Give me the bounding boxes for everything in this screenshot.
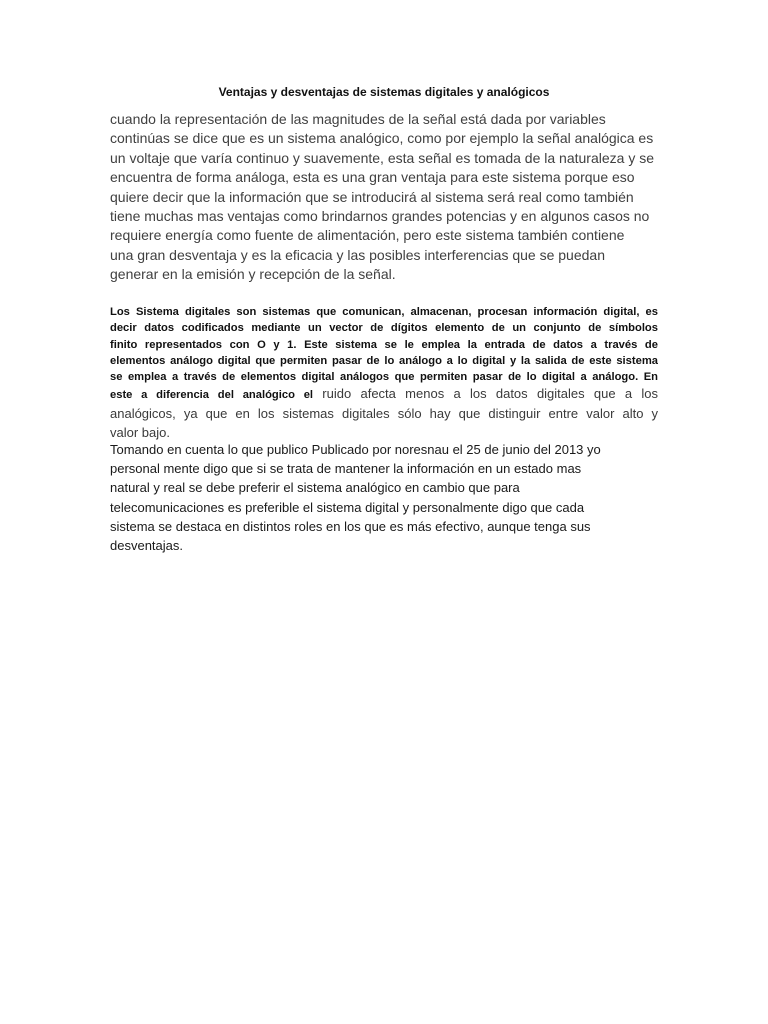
paragraph-line: finito representados con O y 1. Este sistema se le emplea la entrada de datos a través de (110, 338, 658, 351)
paragraph-line: sistema se destaca en distintos roles en los que es más efectivo, aunque tenga sus (110, 518, 591, 534)
paragraph-line: tiene muchas mas ventajas como brindarnos grandes potencias y en algunos casos no (110, 208, 650, 225)
paragraph-line: generar en la emisión y recepción de la señal. (110, 266, 396, 283)
paragraph-line: una gran desventaja y es la eficacia y las posibles interferencias que se puedan (110, 246, 605, 263)
paragraph-line-mixed (110, 385, 658, 405)
paragraph-line: valor bajo. (110, 424, 170, 440)
paragraph-line: desventajas. (110, 538, 183, 554)
paragraph-line: personal mente digo que si se trata de mantener la información en un estado mas (110, 461, 582, 477)
paragraph-line: Los Sistema digitales son sistemas que comunican, almacenan, procesan información digital, es (110, 306, 658, 318)
paragraph-line: telecomunicaciones es preferible el sistema digital y personalmente digo que cada (110, 499, 585, 515)
document-title: Ventajas y desventajas de sistemas digitales y analógicos (218, 85, 550, 99)
paragraph-line: decir datos codificados mediante un vector de dígitos elemento de un conjunto de símbolos (110, 322, 658, 335)
bold-text: este a diferencia del analógico el (110, 389, 314, 402)
paragraph-line: Tomando en cuenta lo que publico Publicado por noresnau el 25 de junio del 2013 yo (110, 442, 601, 457)
paragraph-line: elementos análogo digital que permiten pasar de lo análogo a lo digital y la salida de este sistema (110, 354, 658, 367)
paragraph-line: natural y real se debe preferir el sistema analógico en cambio que para (110, 480, 520, 496)
paragraph-line: cuando la representación de las magnitudes de la señal está dada por variables (110, 111, 606, 127)
paragraph-line: se emplea a través de elementos digital análogos que permiten pasar de lo digital a análogo. En (110, 371, 658, 384)
paragraph-digital-systems (110, 304, 658, 442)
paragraph-line: encuentra de forma análoga, esta es una gran ventaja para este sistema porque eso (110, 169, 635, 186)
normal-text: ruido afecta menos a los datos digitales que a los (313, 386, 658, 402)
paragraph-analog-systems (110, 110, 670, 285)
paragraph-line: analógicos, ya que en los sistemas digitales sólo hay que distinguir entre valor alto y (110, 406, 658, 422)
paragraph-line: quiere decir que la información que se introducirá al sistema será real como también (110, 188, 634, 205)
paragraph-conclusion (110, 440, 670, 555)
paragraph-line: continúas se dice que es un sistema analógico, como por ejemplo la señal analógica es (110, 130, 654, 147)
paragraph-line: un voltaje que varía continuo y suavemente, esta señal es tomada de la naturaleza y se (110, 149, 655, 166)
paragraph-line: requiere energía como fuente de alimentación, pero este sistema también contiene (110, 227, 625, 244)
